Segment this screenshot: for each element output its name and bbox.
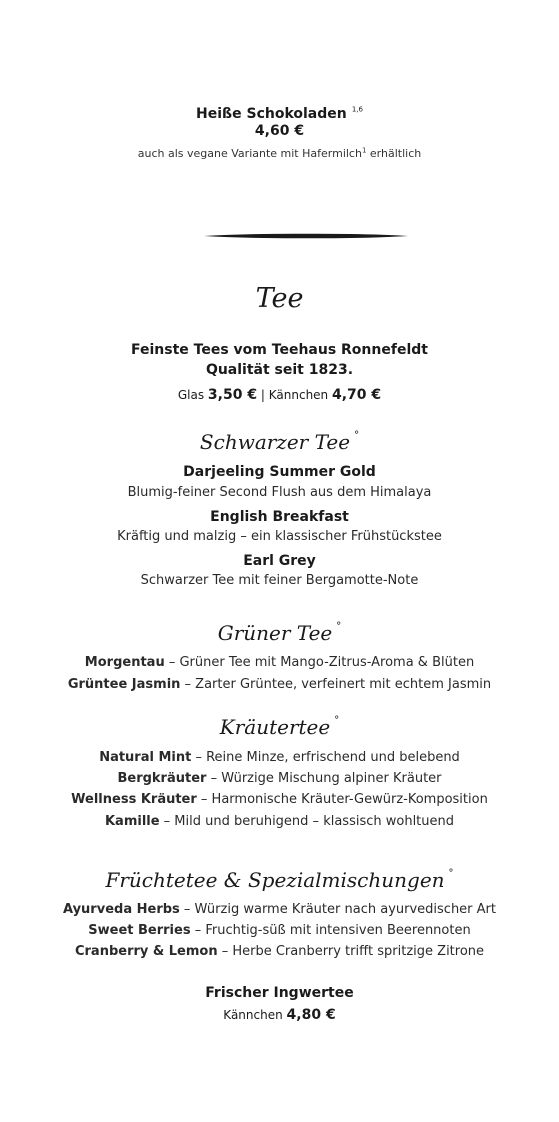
- black-tea-item-name: Darjeeling Summer Gold: [183, 464, 376, 480]
- herbal-tea-item-name: Wellness Kräuter: [71, 792, 197, 807]
- green-tea-mark: °: [336, 621, 342, 632]
- fruit-tea-item-name: Ayurveda Herbs: [62, 902, 180, 917]
- tea-price-pot-label: Kännchen: [268, 388, 332, 402]
- fruit-tea-item-desc: – Würzig warme Kräuter nach ayurvedischer Art: [179, 902, 496, 917]
- brush-divider: [204, 233, 408, 239]
- green-tea-item-name: Morgentau: [84, 655, 165, 670]
- black-tea-heading-text: Schwarzer Tee: [199, 430, 351, 454]
- tea-intro-line1: Feinste Tees vom Teehaus Ronnefeldt: [131, 342, 428, 358]
- fruit-tea-item-name: Sweet Berries: [88, 923, 191, 938]
- hot-chocolate-price: 4,60 €: [254, 123, 305, 139]
- tea-price-sep: |: [257, 388, 269, 402]
- green-tea-item-name: Grüntee Jasmin: [67, 677, 181, 692]
- black-tea-heading: [0, 430, 559, 454]
- black-tea-item-desc: Schwarzer Tee mit feiner Bergamotte-Note: [140, 573, 419, 588]
- black-tea-mark: °: [354, 430, 360, 441]
- herbal-tea-item-name: Kamille: [104, 814, 160, 829]
- black-tea-item-name: Earl Grey: [243, 553, 316, 569]
- herbal-tea-heading-text: Kräutertee: [219, 715, 331, 739]
- hot-chocolate-title-sup: 1,6: [351, 105, 363, 114]
- fruit-tea-heading: [0, 868, 559, 892]
- tea-price-pot: 4,70 €: [331, 387, 382, 403]
- herbal-tea-item-name: Natural Mint: [99, 750, 192, 765]
- fruit-tea-item-desc: – Herbe Cranberry trifft spritzige Zitrone: [217, 944, 485, 959]
- list-item: [0, 814, 559, 829]
- ginger-tea-price: 4,80 €: [286, 1007, 336, 1023]
- list-item: [0, 677, 559, 692]
- hot-chocolate-note-after: erhältlich: [366, 147, 422, 160]
- fruit-tea-item-desc: – Fruchtig-süß mit intensiven Beerennoten: [190, 923, 471, 938]
- ginger-tea-title: Frischer Ingwertee: [205, 985, 354, 1001]
- list-item: [0, 944, 559, 959]
- black-tea-item-desc: Kräftig und malzig – ein klassischer Frühstückstee: [117, 529, 442, 544]
- herbal-tea-item-desc: – Harmonische Kräuter-Gewürz-Komposition: [196, 792, 488, 807]
- herbal-tea-mark: °: [334, 715, 340, 726]
- green-tea-heading-text: Grüner Tee: [217, 621, 333, 645]
- herbal-tea-item-desc: – Mild und beruhigend – klassisch wohltuend: [159, 814, 455, 829]
- list-item: [0, 923, 559, 938]
- herbal-tea-heading: [0, 715, 559, 739]
- list-item: [0, 655, 559, 670]
- black-tea-item-name: English Breakfast: [210, 509, 349, 525]
- green-tea-item-desc: – Grüner Tee mit Mango-Zitrus-Aroma & Blüten: [164, 655, 475, 670]
- fruit-tea-mark: °: [448, 868, 454, 879]
- ginger-tea-price-label: Kännchen: [223, 1008, 287, 1022]
- hot-chocolate-note-before: auch als vegane Variante mit Hafermilch: [137, 147, 362, 160]
- list-item: [0, 902, 559, 917]
- fruit-tea-item-name: Cranberry & Lemon: [74, 944, 218, 959]
- tea-intro-line2: Qualität seit 1823.: [205, 362, 354, 378]
- tea-price-glass: 3,50 €: [207, 387, 258, 403]
- hot-chocolate-note: [0, 147, 559, 160]
- black-tea-item-desc: Blumig-feiner Second Flush aus dem Himalaya: [127, 485, 432, 500]
- herbal-tea-item-desc: – Reine Minze, erfrischend und belebend: [191, 750, 460, 765]
- tea-heading: Tee: [255, 283, 304, 314]
- green-tea-item-desc: – Zarter Grüntee, verfeinert mit echtem Jasmin: [180, 677, 492, 692]
- hot-chocolate-title: Heiße Schokoladen: [196, 106, 347, 122]
- tea-price-glass-label: Glas: [177, 388, 208, 402]
- list-item: [0, 792, 559, 807]
- list-item: [0, 771, 559, 786]
- green-tea-heading: [0, 621, 559, 645]
- herbal-tea-item-desc: – Würzige Mischung alpiner Kräuter: [206, 771, 442, 786]
- fruit-tea-heading-text: Früchtetee & Spezialmischungen: [105, 868, 445, 892]
- herbal-tea-item-name: Bergkräuter: [117, 771, 207, 786]
- ginger-tea-price-line: [0, 1007, 559, 1023]
- hot-chocolate-title-line: [0, 103, 559, 122]
- list-item: [0, 750, 559, 765]
- hot-chocolate-note-sup: 1: [361, 146, 367, 155]
- tea-price-line: [0, 387, 559, 403]
